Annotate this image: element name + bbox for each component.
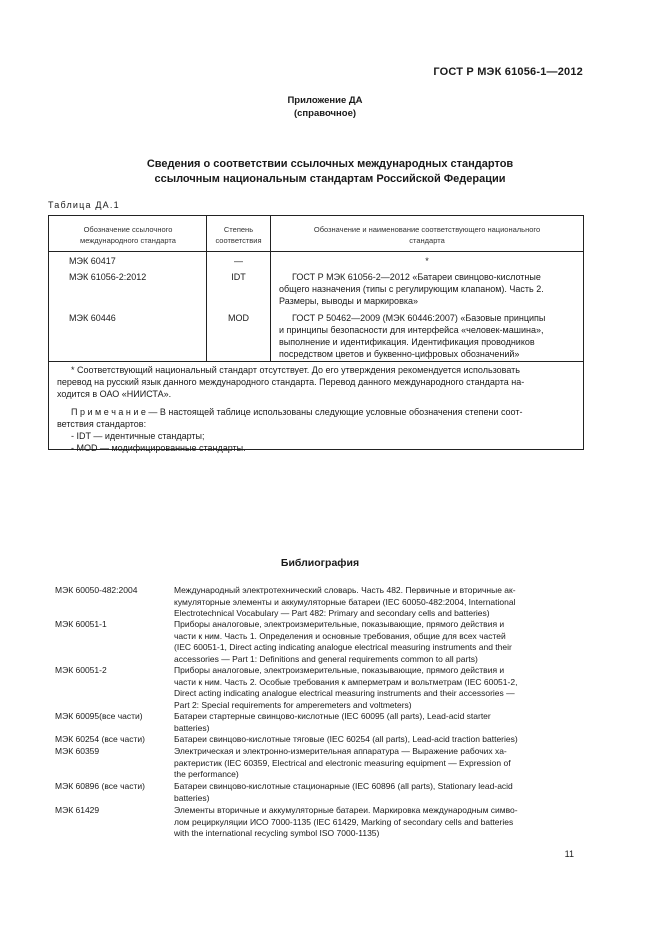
bib-line: Батареи свинцово-кислотные стационарные (IEC 60896 (all parts), Stationary lead-acid — [174, 781, 513, 791]
row-3-national — [279, 312, 579, 360]
bib-line: Приборы аналоговые, электроизмерительные, показывающие, прямого действия и — [174, 665, 505, 675]
bib-line: части к ним. Часть 2. Особые требования к амперметрам и вольтметрам (IEC 60051-2, — [174, 676, 518, 687]
bib-line: accessories — Part 1: Definitions and general requirements common to all parts) — [174, 653, 478, 664]
row-2-national — [279, 271, 579, 307]
footnote-line: перевод на русский язык данного международного стандарта. Перевод данного международного стандарта на- — [57, 377, 525, 387]
bib-code: МЭК 60050-482:2004 — [55, 585, 138, 595]
header-text: Степень — [223, 225, 254, 234]
bib-line: Электрическая и электронно-измерительная аппаратура — Выражение рабочих ха- — [174, 746, 507, 756]
bib-text — [174, 711, 576, 734]
header-col-degree — [207, 224, 270, 246]
bib-text — [174, 746, 576, 781]
page-number: 11 — [564, 849, 574, 859]
bib-code: МЭК 60254 (все части) — [55, 734, 145, 744]
bib-line: Международный электротехнический словарь. Часть 482. Первичные и вторичные ак- — [174, 585, 516, 595]
bib-line: Electrotechnical Vocabulary — Part 482: Primary and secondary cells and batteries) — [174, 608, 490, 618]
bib-text — [174, 585, 576, 620]
footnote-divider — [49, 361, 583, 362]
table-note — [57, 406, 577, 454]
national-line: Размеры, выводы и маркировка» — [279, 296, 418, 306]
row-3-degree: MOD — [228, 313, 249, 323]
note-line: - MOD — модифицированные стандарты. — [71, 443, 246, 453]
bib-line: Приборы аналоговые, электроизмерительные, показывающие, прямого действия и — [174, 619, 505, 629]
bib-line: with the international recycling symbol ISO 7000-1135) — [174, 828, 380, 838]
header-text: международного стандарта — [80, 236, 176, 245]
bib-line: (IEC 60051-1, Direct acting indicating analogue electrical measuring instruments and their — [174, 642, 512, 652]
bib-code: МЭК 60051-2 — [55, 665, 107, 675]
row-3-code: МЭК 60446 — [69, 313, 116, 323]
bib-code: МЭК 60051-1 — [55, 619, 107, 629]
note-line: ветствия стандартов: — [57, 419, 147, 429]
row-1-code: МЭК 60417 — [69, 256, 116, 266]
national-line: общего назначения (типы с регулирующим клапаном). Часть 2. — [279, 284, 544, 294]
header-divider — [49, 251, 583, 252]
bib-line: Direct acting indicating analogue electrical measuring instruments and their accessories — — [174, 688, 515, 698]
bib-line: рактеристик (IEC 60359, Electrical and electronic measuring equipment — Expression of — [174, 757, 511, 768]
national-line: ГОСТ Р МЭК 61056-2—2012 «Батареи свинцово-кислотные — [292, 272, 541, 282]
row-2-degree: IDT — [231, 272, 246, 282]
national-line: посредством цветов и буквенно-цифровых обозначений» — [279, 349, 520, 359]
bib-line: кумуляторные элементы и аккумуляторные батареи (IEC 60050-482:2004, International — [174, 596, 516, 607]
national-line: выполнение и идентификация. Идентификация проводников — [279, 337, 535, 347]
header-text: Обозначение и наименование соответствующего национального — [313, 225, 541, 234]
bib-line: batteries) — [174, 792, 210, 803]
bib-line: Элементы вторичные и аккумуляторные батареи. Маркировка международным симво- — [174, 805, 518, 815]
bib-line: Part 2: Special requirements for amperemeters and voltmeters) — [174, 699, 412, 710]
row-1-degree: — — [234, 256, 243, 266]
correspondence-table — [48, 215, 584, 453]
header-col-national — [271, 224, 583, 246]
bib-line: части к ним. Часть 1. Определения и основные требования, общие для всех частей — [174, 630, 506, 641]
appendix-title — [0, 157, 660, 187]
bib-text — [174, 805, 576, 840]
appendix-name: Приложение ДА — [287, 95, 363, 106]
header-text: соответствия — [215, 236, 262, 245]
bib-code: МЭК 60896 (все части) — [55, 781, 145, 791]
footnote-line: ходится в ОАО «НИИСТА». — [57, 389, 172, 399]
footnote-line: * Соответствующий национальный стандарт отсутствует. До его утверждения рекомендуется использовать — [71, 365, 520, 375]
appendix-kind: (справочное) — [293, 108, 357, 119]
note-line: П р и м е ч а н и е — В настоящей таблице использованы следующие условные обозначения степени соот- — [71, 407, 523, 417]
national-line: ГОСТ Р 50462—2009 (МЭК 60446:2007) «Базовые принципы — [292, 313, 546, 323]
table-label: Таблица ДА.1 — [48, 200, 120, 210]
bib-text — [174, 665, 576, 711]
title-line-1: Сведения о соответствии ссылочных международных стандартов — [146, 158, 514, 170]
bib-text — [174, 781, 576, 804]
header-text: стандарта — [409, 236, 445, 245]
header-col-code — [51, 224, 205, 246]
bib-line: the performance) — [174, 769, 239, 779]
note-line: - IDT — идентичные стандарты; — [71, 431, 205, 441]
row-2-code: МЭК 61056-2:2012 — [69, 272, 147, 282]
bib-text — [174, 619, 576, 665]
bib-line: Батареи свинцово-кислотные тяговые (IEC 60254 (all parts), Lead-acid traction batteries) — [174, 734, 518, 744]
row-1-national: * — [425, 256, 429, 266]
title-line-2: ссылочным национальным стандартам Российской Федерации — [154, 173, 506, 185]
bib-line: Батареи стартерные свинцово-кислотные (IEC 60095 (all parts), Lead-acid starter — [174, 711, 491, 721]
bib-code: МЭК 61429 — [55, 805, 100, 815]
national-line: и принципы безопасности для интерфейса «человек-машина», — [279, 325, 544, 335]
header-text: Обозначение ссылочного — [83, 225, 173, 234]
bib-code: МЭК 60359 — [55, 746, 100, 756]
bib-code: МЭК 60095(все части) — [55, 711, 143, 721]
document-number: ГОСТ Р МЭК 61056-1—2012 — [433, 66, 583, 78]
bib-line: лом рециркуляции ИСО 7000-1135 (IEC 61429, Marking of secondary cells and batteries — [174, 816, 514, 827]
table-footnote — [57, 364, 577, 400]
bibliography-title: Библиография — [280, 557, 360, 569]
bib-text — [174, 734, 576, 746]
bib-line: batteries) — [174, 722, 210, 733]
